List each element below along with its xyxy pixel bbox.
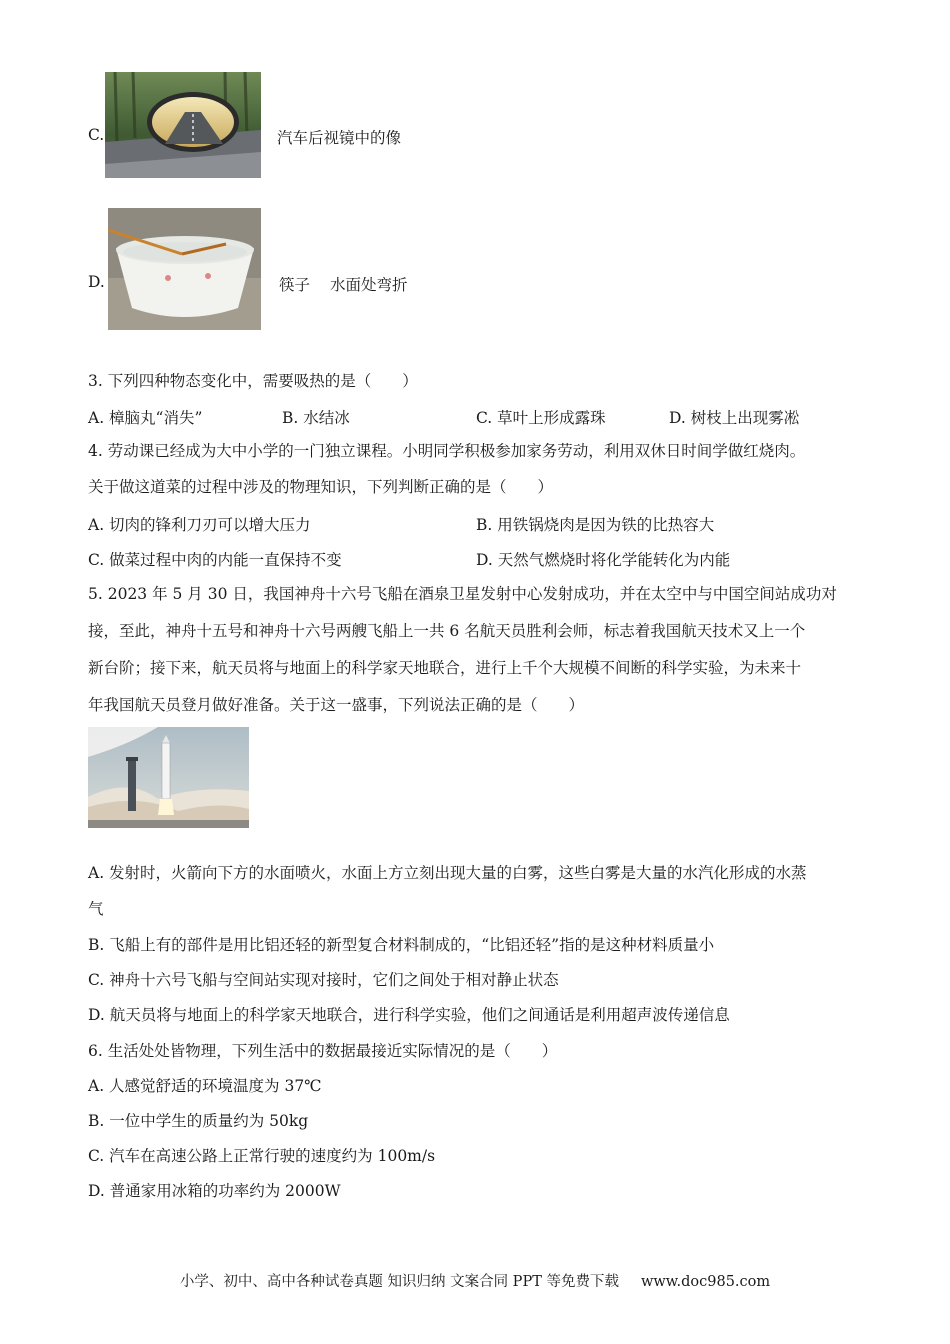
q4-option-a: A. 切肉的锋利刀刃可以增大压力 [88, 516, 311, 534]
q6-option-c: C. 汽车在高速公路上正常行驶的速度约为 100m/s [88, 1147, 436, 1165]
q5-option-d: D. 航天员将与地面上的科学家天地联合，进行科学实验，他们之间通话是利用超声波传递信息 [88, 1006, 730, 1024]
option-d-caption-b: 水面处弯折 [330, 276, 408, 294]
footer-url[interactable]: www.doc985.com [640, 1274, 771, 1290]
q4-option-c: C. 做菜过程中肉的内能一直保持不变 [88, 551, 342, 569]
q3-option-d: D. 树枝上出现雾凇 [669, 409, 800, 427]
q3-stem: 3. 下列四种物态变化中，需要吸热的是（ ） [88, 372, 418, 390]
option-c-caption: 汽车后视镜中的像 [277, 129, 402, 147]
option-d-letter: D. [88, 273, 105, 291]
q5-stem-line2: 接，至此，神舟十五号和神舟十六号两艘飞船上一共 6 名航天员胜利会师，标志着我国航天技术又上一个 [88, 622, 806, 640]
q6-option-a: A. 人感觉舒适的环境温度为 37℃ [88, 1077, 322, 1095]
option-d-caption-a: 筷子 [279, 276, 311, 294]
option-c-letter: C. [88, 126, 105, 144]
page-footer [0, 1270, 950, 1291]
q6-option-d: D. 普通家用冰箱的功率约为 2000W [88, 1182, 341, 1200]
q4-option-b: B. 用铁锅烧肉是因为铁的比热容大 [476, 516, 715, 534]
q3-option-b: B. 水结冰 [282, 409, 350, 427]
footer-text: 小学、初中、高中各种试卷真题 知识归纳 文案合同 PPT 等免费下载 [179, 1274, 619, 1290]
q5-stem-line3: 新台阶；接下来，航天员将与地面上的科学家天地联合，进行上千个大规模不间断的科学实验，为未来十 [88, 659, 802, 677]
q4-stem-line2: 关于做这道菜的过程中涉及的物理知识，下列判断正确的是（ ） [88, 478, 554, 496]
q5-stem-line4: 年我国航天员登月做好准备。关于这一盛事，下列说法正确的是（ ） [88, 696, 585, 714]
q5-stem-line1: 5. 2023 年 5 月 30 日，我国神舟十六号飞船在酒泉卫星发射中心发射成功，并在太空中与中国空间站成功对 [88, 585, 837, 603]
q4-option-d: D. 天然气燃烧时将化学能转化为内能 [476, 551, 731, 569]
q5-option-c: C. 神舟十六号飞船与空间站实现对接时，它们之间处于相对静止状态 [88, 971, 559, 989]
rocket-launch-image [88, 727, 249, 828]
q3-option-c: C. 草叶上形成露珠 [476, 409, 606, 427]
q6-option-b: B. 一位中学生的质量约为 50kg [88, 1112, 309, 1130]
q3-option-a: A. 樟脑丸“消失” [88, 409, 203, 427]
q5-option-a-line1: A. 发射时，火箭向下方的水面喷火，水面上方立刻出现大量的白雾，这些白雾是大量的水汽化形成的水蒸 [88, 864, 807, 882]
chopstick-bowl-image [108, 208, 261, 330]
q5-option-a-line2: 气 [88, 900, 104, 918]
q4-stem-line1: 4. 劳动课已经成为大中小学的一门独立课程。小明同学积极参加家务劳动，利用双休日时间学做红烧肉。 [88, 442, 806, 460]
q5-option-b: B. 飞船上有的部件是用比铝还轻的新型复合材料制成的，“比铝还轻”指的是这种材料质量小 [88, 936, 715, 954]
q6-stem: 6. 生活处处皆物理，下列生活中的数据最接近实际情况的是（ ） [88, 1042, 558, 1060]
car-mirror-image [105, 72, 261, 178]
